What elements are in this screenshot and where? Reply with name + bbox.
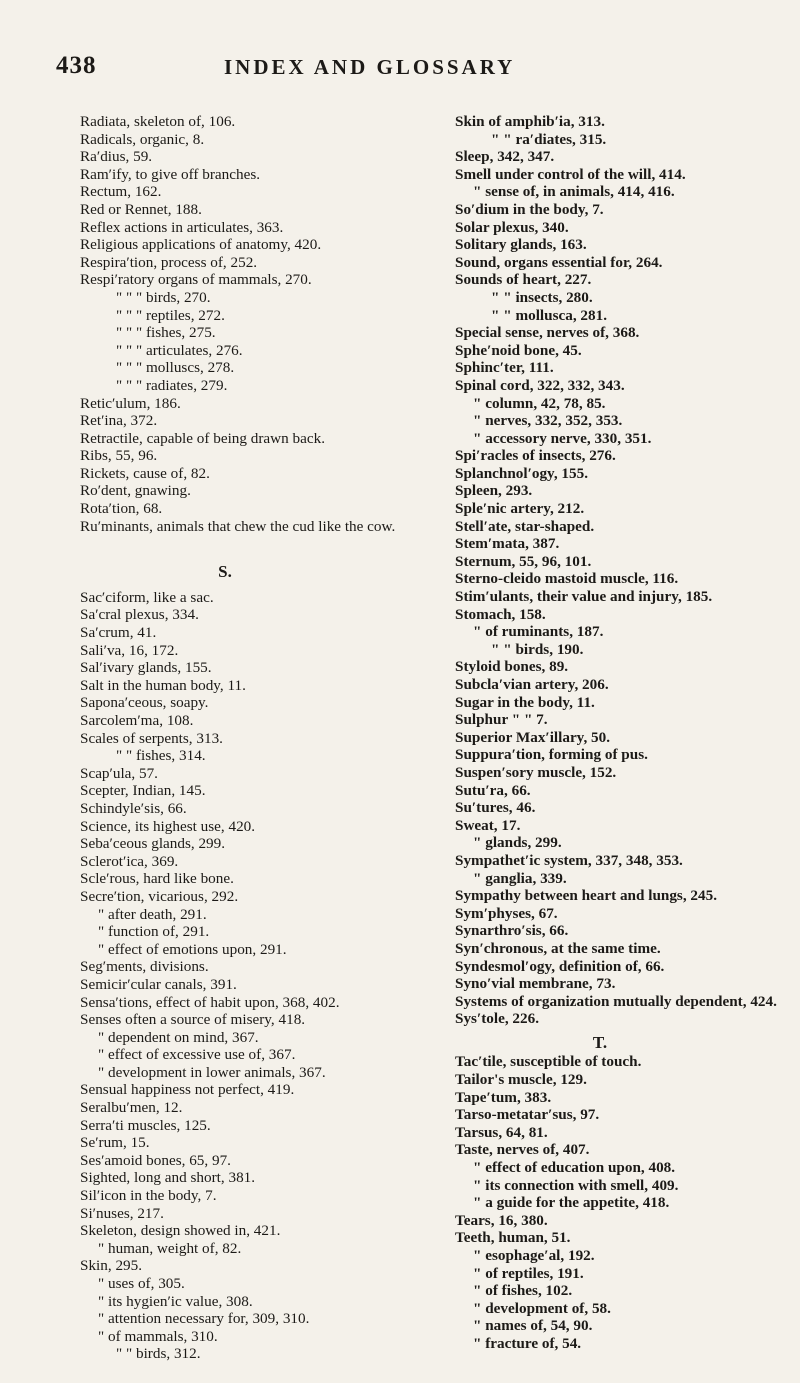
index-entry: Solitary glands, 163. [455,236,587,254]
index-entry: " of ruminants, 187. [473,623,604,641]
index-entry: Sensual happiness not perfect, 419. [80,1081,295,1099]
index-entry: Sound, organs essential for, 264. [455,253,663,271]
index-entry: " glands, 299. [473,834,562,852]
left-column [80,113,430,1363]
index-entry: Sleep, 342, 347. [455,148,555,166]
index-entry: " uses of, 305. [98,1275,185,1292]
page-header [0,52,800,92]
index-entry: Sympathy between heart and lungs, 245. [455,887,718,905]
index-entry: " of mammals, 310. [98,1327,218,1345]
section-gap [80,535,430,557]
page-number: 438 [56,52,97,79]
index-entry: " " fishes, 314. [116,747,206,765]
index-entry: Secre′tion, vicarious, 292. [80,887,239,905]
index-entry: " " " reptiles, 272. [116,306,225,324]
index-entry: Ses′amoid bones, 65, 97. [80,1151,231,1169]
index-entry: Rectum, 162. [80,183,162,201]
index-entry: Syndesmol′ogy, definition of, 66. [455,957,665,975]
index-entry: Suspen′sory muscle, 152. [455,763,617,781]
index-entry: Sac′ciform, like a sac. [80,588,214,606]
index-entry: Sphe′noid bone, 45. [455,341,582,359]
index-entry: Superior Max′illary, 50. [455,728,611,746]
index-entry: " attention necessary for, 309, 310. [98,1310,310,1328]
index-entry: " " ra′diates, 315. [491,130,607,148]
index-entry: " sense of, in animals, 414, 416. [473,183,675,201]
index-entry: Sclerot′ica, 369. [80,852,179,870]
index-entry: Retic′ulum, 186. [80,394,181,412]
index-entry: Retractile, capable of being drawn back. [80,429,325,447]
index-entry: Solar plexus, 340. [455,218,569,236]
index-entry: Scales of serpents, 313. [80,729,223,747]
index-entry: " " birds, 190. [491,640,584,658]
index-entry: Religious applications of anatomy, 420. [80,236,322,254]
index-entry: Tape′tum, 383. [455,1088,552,1106]
index-entry: Senses often a source of misery, 418. [80,1011,306,1029]
index-entry: Schindyle′sis, 66. [80,799,187,817]
index-entry: Sali′va, 16, 172. [80,641,179,659]
index-entry: Seralbu′men, 12. [80,1099,183,1117]
running-head: INDEX AND GLOSSARY [224,55,516,79]
index-entry: Styloid bones, 89. [455,658,569,676]
index-entry: Radiata, skeleton of, 106. [80,113,236,130]
s-entries-left [80,589,430,1363]
index-entry: So′dium in the body, 7. [455,200,604,218]
section-letter-t: T. [592,1032,608,1052]
index-entry: Sapona′ceous, soapy. [80,694,209,712]
index-entry: Syn′chronous, at the same time. [455,939,661,957]
index-entry: Ret′ina, 372. [80,412,158,430]
index-entry: Scepter, Indian, 145. [80,782,206,800]
index-entry: Tailor's muscle, 129. [455,1071,587,1089]
index-entry: Si′nuses, 217. [80,1204,164,1222]
index-entry: " effect of excessive use of, 367. [98,1046,296,1064]
index-entry: Skin, 295. [80,1257,143,1275]
index-entry: " of fishes, 102. [473,1282,573,1300]
index-entry: " names of, 54, 90. [473,1317,593,1335]
t-entries [455,1053,795,1352]
section-letter-s: S. [218,562,232,582]
index-entry: Reflex actions in articulates, 363. [80,218,284,236]
index-entry: Ribs, 55, 96. [80,447,158,465]
index-entry: Sternum, 55, 96, 101. [455,552,592,570]
index-entry: Sensa′tions, effect of habit upon, 368, 402. [80,993,340,1011]
index-entry: Seg′ments, divisions. [80,958,209,976]
index-entry: Sa′cral plexus, 334. [80,606,199,624]
index-entry: " " " molluscs, 278. [116,359,235,377]
index-entry: " " " radiates, 279. [116,376,228,394]
index-entry: " its connection with smell, 409. [473,1176,679,1194]
index-entry: Sal′ivary glands, 155. [80,659,212,677]
index-entry: Spleen, 293. [455,482,533,500]
index-entry: Sterno-cleido mastoid muscle, 116. [455,570,679,588]
index-entry: Red or Rennet, 188. [80,200,202,218]
index-entry: Ro′dent, gnawing. [80,482,191,500]
s-entries-right [455,113,795,1028]
index-entry: Stim′ulants, their value and injury, 185. [455,588,713,606]
index-entry: " ganglia, 339. [473,869,567,887]
index-entry: Sys′tole, 226. [455,1010,540,1028]
index-entry: Splanchnol′ogy, 155. [455,464,588,482]
index-entry: Tac′tile, susceptible of touch. [455,1053,642,1071]
index-entry: Salt in the human body, 11. [80,676,246,694]
index-entry: " esophage′al, 192. [473,1247,595,1264]
index-entry: " fracture of, 54. [473,1334,582,1352]
index-entry: Special sense, nerves of, 368. [455,324,640,342]
index-entry: Spi′racles of insects, 276. [455,447,616,465]
index-entry: " " " fishes, 275. [116,324,216,342]
right-column [455,113,795,1353]
index-entry: " dependent on mind, 367. [98,1028,259,1046]
index-entry: " its hygien′ic value, 308. [98,1292,253,1310]
index-entry: Smell under control of the will, 414. [455,165,686,183]
index-entry: Sym′physes, 67. [455,904,558,922]
index-entry: Sugar in the body, 11. [455,693,595,711]
index-entry: Sweat, 17. [455,816,521,834]
index-entry: Stomach, 158. [455,605,546,623]
index-entry: " column, 42, 78, 85. [473,394,606,412]
index-entry: Taste, nerves of, 407. [455,1141,590,1159]
index-entry: Su′tures, 46. [455,799,536,817]
index-entry: Tears, 16, 380. [455,1211,548,1229]
index-entry: Se′rum, 15. [80,1134,150,1152]
index-entry: " effect of emotions upon, 291. [98,940,287,958]
index-entry: Skin of amphib′ia, 313. [455,113,605,130]
index-entry: Ra′dius, 59. [80,148,153,166]
index-entry: Respira′tion, process of, 252. [80,253,258,271]
index-entry: Sulphur " " 7. [455,711,548,729]
index-entry: " " mollusca, 281. [491,306,608,324]
index-entry: Systems of organization mutually dependent, 424. [455,992,777,1010]
index-entry: " " " articulates, 276. [116,341,243,359]
index-entry: " nerves, 332, 352, 353. [473,412,623,430]
index-entry: Seba′ceous glands, 299. [80,835,226,853]
r-entries [80,113,430,535]
index-entry: " " " birds, 270. [116,288,211,306]
index-entry: Sple′nic artery, 212. [455,500,585,518]
index-entry: " " insects, 280. [491,288,593,306]
index-entry: " effect of education upon, 408. [473,1159,676,1177]
index-entry: Sighted, long and short, 381. [80,1169,256,1187]
index-entry: Tarsus, 64, 81. [455,1123,548,1141]
index-entry: Suppura′tion, forming of pus. [455,746,648,764]
index-entry: Science, its highest use, 420. [80,817,256,835]
index-entry: Sounds of heart, 227. [455,271,592,289]
index-entry: " development in lower animals, 367. [98,1063,326,1081]
index-entry: " a guide for the appetite, 418. [473,1194,670,1212]
index-entry: Rota′tion, 68. [80,500,163,518]
index-entry: Sa′crum, 41. [80,624,157,642]
index-entry: Respi′ratory organs of mammals, 270. [80,271,312,289]
index-entry: Syno′vial membrane, 73. [455,975,616,993]
index-entry: Radicals, organic, 8. [80,130,205,148]
index-entry: Synarthro′sis, 66. [455,922,569,940]
index-entry: Tarso-metatar′sus, 97. [455,1106,600,1124]
index-entry: Skeleton, design showed in, 421. [80,1222,281,1240]
index-entry: " development of, 58. [473,1299,611,1317]
index-entry: Sympathet′ic system, 337, 348, 353. [455,851,683,869]
index-entry: " after death, 291. [98,905,207,923]
index-entry: Semicir′cular canals, 391. [80,975,237,993]
index-entry: " of reptiles, 191. [473,1264,584,1282]
index-entry: " human, weight of, 82. [98,1239,242,1257]
index-entry: Subcla′vian artery, 206. [455,676,609,693]
index-entry: " function of, 291. [98,923,210,941]
index-entry: Sphinc′ter, 111. [455,359,554,377]
index-entry: Spinal cord, 322, 332, 343. [455,376,625,394]
index-entry: " accessory nerve, 330, 351. [473,429,652,447]
index-entry: Ram′ify, to give off branches. [80,165,261,183]
index-entry: " " birds, 312. [116,1345,201,1363]
index-entry: Teeth, human, 51. [455,1229,571,1247]
index-entry: Sarcolem′ma, 108. [80,712,194,729]
index-entry: Stem′mata, 387. [455,535,560,553]
index-entry: Scle′rous, hard like bone. [80,870,234,888]
index-entry: Ru′minants, animals that chew the cud like the cow. [80,517,396,535]
index-entry: Sil′icon in the body, 7. [80,1187,217,1205]
index-entry: Serra′ti muscles, 125. [80,1116,211,1134]
index-entry: Stell′ate, star-shaped. [455,517,595,535]
index-entry: Sutu′ra, 66. [455,781,531,799]
index-entry: Rickets, cause of, 82. [80,464,210,482]
index-entry: Scap′ula, 57. [80,764,158,782]
